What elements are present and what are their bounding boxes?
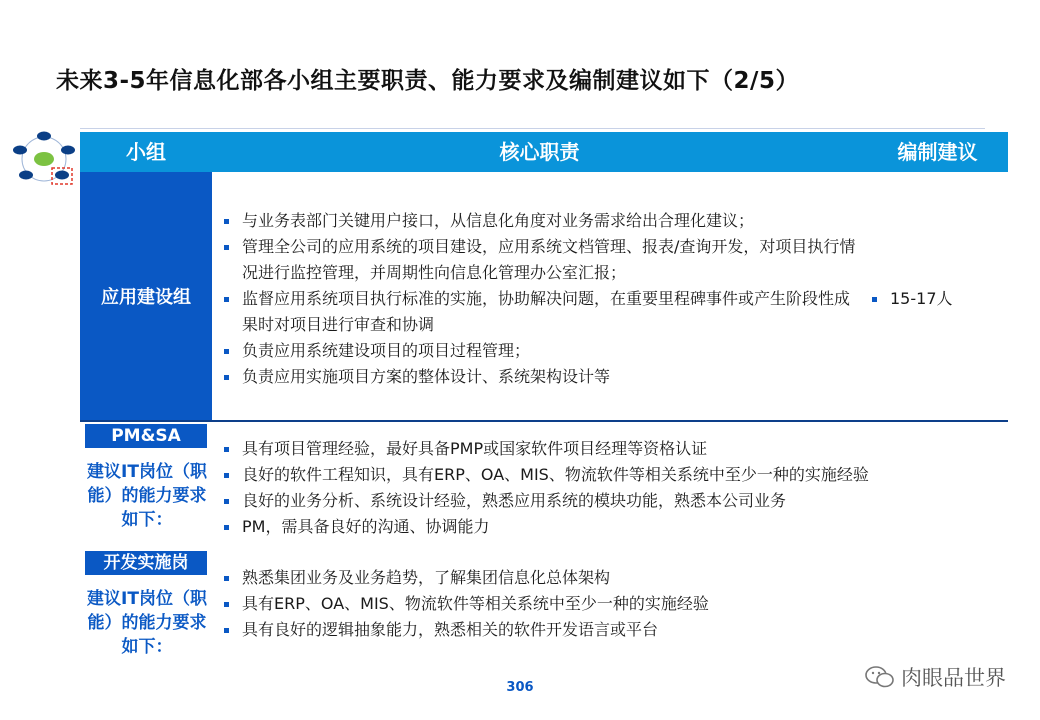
- list-item: 负责应用系统建设项目的项目过程管理；: [222, 338, 862, 364]
- duties-list: [222, 208, 862, 390]
- abilities-list: [222, 436, 982, 540]
- staffing-list: [870, 286, 1000, 312]
- row-divider: [80, 420, 212, 422]
- list-item: 具有良好的逻辑抽象能力，熟悉相关的软件开发语言或平台: [222, 617, 982, 643]
- abilities-list: [222, 565, 982, 643]
- header-duties: 核心职责: [499, 140, 580, 164]
- role-tag-pm-sa: PM&SA: [85, 424, 207, 448]
- title-divider: [80, 128, 985, 129]
- row-divider: [212, 420, 1008, 422]
- watermark-text: 肉眼品世界: [901, 666, 1006, 690]
- watermark: [865, 662, 1006, 692]
- page-title: 未来3-5年信息化部各小组主要职责、能力要求及编制建议如下（2/5）: [56, 68, 799, 94]
- role-requirement-label: 建议IT岗位（职能）的能力要求如下：: [87, 462, 207, 530]
- list-item: 具有项目管理经验，最好具备PMP或国家软件项目经理等资格认证: [222, 436, 982, 462]
- list-item: 具有ERP、OA、MIS、物流软件等相关系统中至少一种的实施经验: [222, 591, 982, 617]
- list-item: PM，需具备良好的沟通、协调能力: [222, 514, 982, 540]
- page-number: 306: [506, 680, 534, 695]
- list-item: 良好的软件工程知识，具有ERP、OA、MIS、物流软件等相关系统中至少一种的实施经验: [222, 462, 982, 488]
- header-staffing: 编制建议: [897, 140, 978, 164]
- role-tag-dev: 开发实施岗: [85, 551, 207, 575]
- list-item: 良好的业务分析、系统设计经验，熟悉应用系统的模块功能，熟悉本公司业务: [222, 488, 982, 514]
- list-item: 负责应用实施项目方案的整体设计、系统架构设计等: [222, 364, 862, 390]
- list-item: 监督应用系统项目执行标准的实施，协助解决问题，在重要里程碑事件或产生阶段性成果时对项目进行审查和协调: [222, 286, 862, 338]
- header-group: 小组: [126, 140, 166, 164]
- table-header: [80, 132, 1008, 172]
- staffing-value: 15-17人: [870, 286, 1000, 312]
- role-requirement-label: 建议IT岗位（职能）的能力要求如下：: [87, 589, 207, 657]
- list-item: 与业务表部门关键用户接口，从信息化角度对业务需求给出合理化建议；: [222, 208, 862, 234]
- list-item: 管理全公司的应用系统的项目建设，应用系统文档管理、报表/查询开发，对项目执行情况进行监控管理，并周期性向信息化管理办公室汇报；: [222, 234, 862, 286]
- group-name-cell: [80, 172, 212, 420]
- org-diagram-icon: [6, 128, 82, 190]
- wechat-icon: [865, 665, 895, 689]
- group-name: 应用建设组: [101, 287, 191, 308]
- list-item: 熟悉集团业务及业务趋势，了解集团信息化总体架构: [222, 565, 982, 591]
